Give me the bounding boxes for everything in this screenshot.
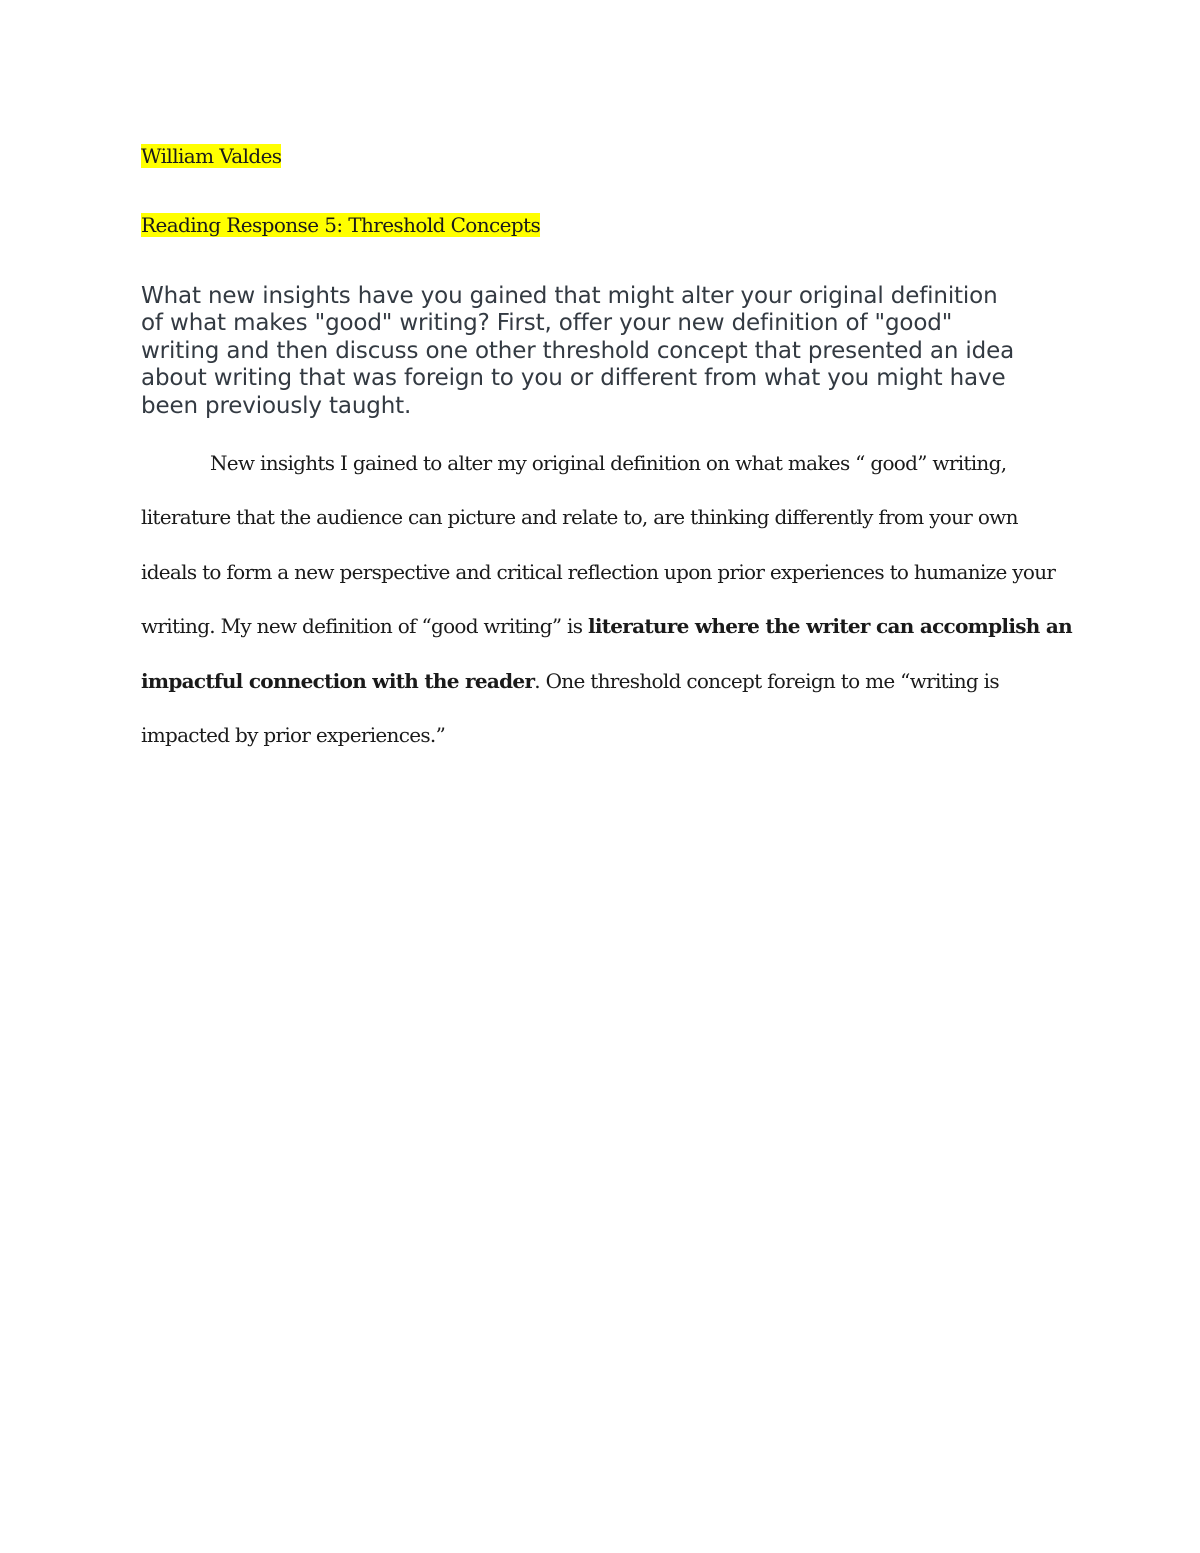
prompt-line: been previously taught.: [141, 392, 412, 419]
response-line: [141, 599, 1071, 653]
response-text: writing. My new definition of “good writing” is: [141, 614, 588, 639]
definition-bold: literature where the writer can accomplish an: [587, 614, 1072, 639]
prompt-line: writing and then discuss one other threshold concept that presented an idea: [141, 337, 1015, 364]
response-text: . One threshold concept foreign to me “writing is: [534, 668, 999, 693]
response-line: impacted by prior experiences.”: [141, 723, 446, 748]
response-line: literature that the audience can picture and relate to, are thinking differently from your own: [141, 505, 1018, 530]
response-line: [141, 654, 1071, 708]
assignment-prompt: [141, 283, 1071, 420]
response-paragraph: [141, 436, 1071, 762]
response-line: [141, 436, 1071, 490]
response-line: ideals to form a new perspective and critical reflection upon prior experiences to humanize your: [141, 559, 1056, 584]
document-title: [141, 211, 540, 239]
prompt-line: about writing that was foreign to you or different from what you might have: [141, 365, 1006, 392]
definition-bold: impactful connection with the reader: [141, 668, 535, 693]
prompt-line: of what makes "good" writing? First, offer your new definition of "good": [141, 310, 953, 337]
title-highlight: Reading Response 5: Threshold Concepts: [141, 213, 541, 237]
author-name: [141, 142, 281, 170]
response-text: New insights I gained to alter my original definition on what makes “ good” writing,: [210, 451, 1007, 475]
author-highlight: William Valdes: [141, 144, 282, 168]
prompt-line: What new insights have you gained that might alter your original definition: [141, 283, 998, 309]
